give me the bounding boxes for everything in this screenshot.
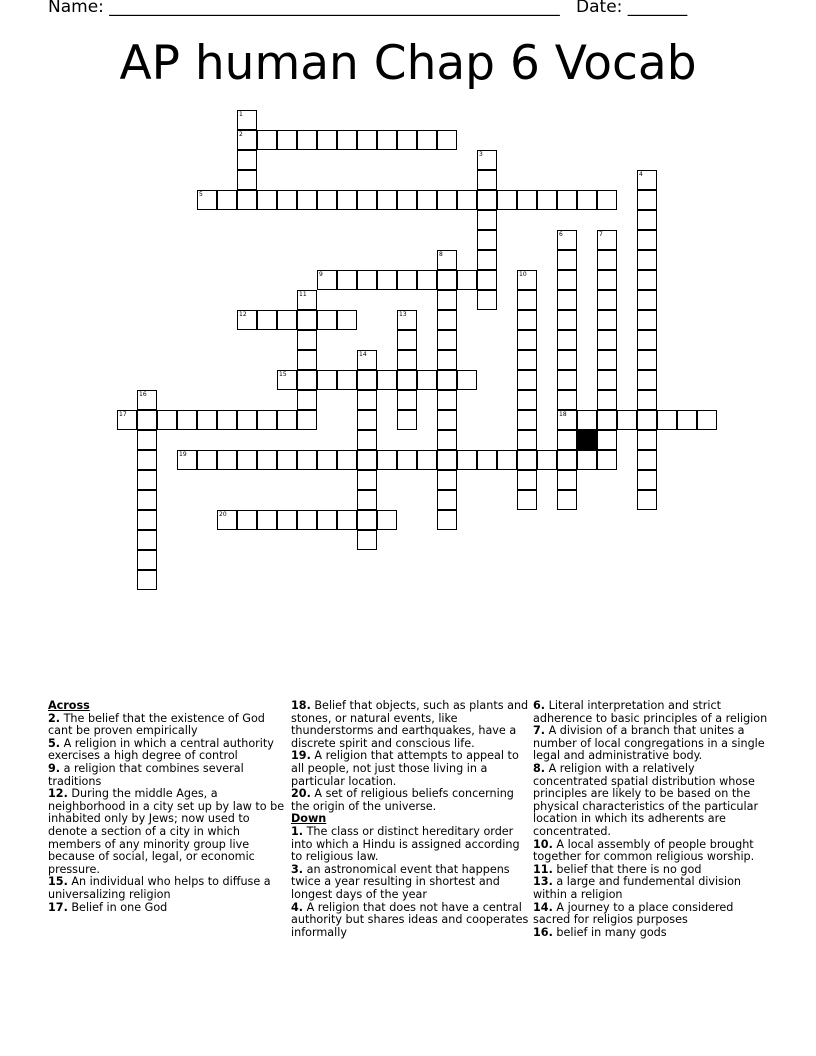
grid-cell[interactable] — [437, 430, 457, 450]
grid-cell[interactable] — [557, 390, 577, 410]
clue-item — [48, 902, 286, 915]
across-heading: Across — [48, 699, 90, 712]
grid-cell[interactable] — [297, 510, 317, 530]
grid-cell[interactable] — [197, 450, 217, 470]
clue-item-text: An individual who helps to diffuse a universalizing religion — [48, 875, 271, 901]
grid-cell[interactable] — [417, 370, 437, 390]
grid-cell[interactable] — [397, 450, 417, 470]
clue-item-text: Belief in one God — [67, 900, 168, 914]
grid-cell[interactable] — [597, 370, 617, 390]
clue-item-number: 12. — [48, 787, 68, 801]
grid-cell[interactable] — [277, 130, 297, 150]
clue-item-number: 8. — [533, 761, 546, 775]
grid-cell[interactable] — [117, 410, 137, 430]
clue-item-number: 3. — [291, 862, 304, 876]
grid-cell[interactable] — [377, 510, 397, 530]
grid-cell[interactable] — [237, 190, 257, 210]
name-label: Name: — [48, 0, 104, 17]
clue-item-number: 11. — [533, 862, 553, 876]
grid-cell[interactable] — [317, 370, 337, 390]
clue-item-text: a religion that combines several traditions — [48, 761, 244, 788]
grid-cell[interactable] — [437, 450, 457, 470]
grid-cell[interactable] — [357, 450, 377, 470]
grid-cell[interactable] — [477, 270, 497, 290]
clue-item — [48, 763, 286, 788]
grid-cell[interactable] — [377, 190, 397, 210]
grid-cell[interactable] — [557, 350, 577, 370]
clue-number: 14 — [359, 351, 367, 358]
clue-item-text: The belief that the existence of God cant be proven empirically — [48, 711, 265, 738]
down-clue-list-continued — [533, 700, 771, 939]
grid-cell[interactable] — [437, 510, 457, 530]
grid-cell[interactable] — [237, 110, 257, 130]
grid-cell[interactable] — [517, 490, 537, 510]
grid-cell[interactable] — [377, 130, 397, 150]
date-blank[interactable]: _______ — [627, 0, 688, 17]
grid-cell[interactable] — [557, 270, 577, 290]
grid-cell[interactable] — [277, 310, 297, 330]
clue-item-text: A religion that attempts to appeal to all people, not just those living in a particular location. — [291, 749, 519, 788]
grid-cell[interactable] — [297, 290, 317, 310]
clue-item-number: 16. — [533, 925, 553, 939]
grid-cell[interactable] — [437, 310, 457, 330]
clue-number: 4 — [639, 171, 643, 178]
grid-cell[interactable] — [377, 270, 397, 290]
grid-cell[interactable] — [197, 410, 217, 430]
clue-item-text: During the middle Ages, a neighborhood in a city set up by law to be inhabited only by Jews; now used to denote a section of a city in which members of any minority group live because of social, legal, or economic pressure. — [48, 787, 285, 876]
grid-cell[interactable] — [297, 190, 317, 210]
clue-item-text: A division of a branch that unites a number of local congregations in a single legal and administrative body. — [533, 724, 765, 763]
grid-cell[interactable] — [597, 250, 617, 270]
clue-number: 20 — [219, 511, 227, 518]
grid-cell[interactable] — [137, 450, 157, 470]
grid-cell[interactable] — [357, 130, 377, 150]
grid-cell[interactable] — [297, 390, 317, 410]
grid-cell[interactable] — [437, 370, 457, 390]
grid-cell[interactable] — [237, 310, 257, 330]
grid-cell[interactable] — [357, 470, 377, 490]
grid-cell[interactable] — [597, 410, 617, 430]
clue-item-text: Belief that objects, such as plants and stones, or natural events, like thunderstorms and earthquakes, have a discrete spirit and conscious life. — [291, 699, 529, 750]
grid-cell[interactable] — [537, 190, 557, 210]
grid-cell[interactable] — [377, 370, 397, 390]
grid-cell[interactable] — [357, 270, 377, 290]
clue-item-number: 20. — [291, 787, 311, 801]
grid-cell[interactable] — [617, 410, 637, 430]
grid-cell[interactable] — [557, 190, 577, 210]
grid-cell[interactable] — [237, 130, 257, 150]
grid-cell[interactable] — [397, 390, 417, 410]
across-clue-list-continued — [291, 700, 529, 813]
date-label: Date: — [576, 0, 623, 17]
clue-item-text: Literal interpretation and strict adherence to basic principles of a religion — [533, 699, 768, 725]
grid-cell[interactable] — [537, 450, 557, 470]
grid-cell[interactable] — [317, 310, 337, 330]
grid-cell[interactable] — [517, 310, 537, 330]
clue-item-number: 1. — [291, 824, 304, 838]
grid-cell[interactable] — [517, 330, 537, 350]
grid-cell[interactable] — [517, 270, 537, 290]
clue-item-number: 2. — [48, 711, 61, 725]
grid-cell[interactable] — [217, 190, 237, 210]
grid-cell[interactable] — [577, 450, 597, 470]
grid-cell[interactable] — [517, 370, 537, 390]
page-title: AP human Chap 6 Vocab — [119, 36, 697, 91]
grid-cell[interactable] — [557, 310, 577, 330]
clue-item-number: 13. — [533, 875, 553, 889]
grid-cell[interactable] — [437, 490, 457, 510]
down-clue-list — [291, 826, 529, 939]
grid-cell[interactable] — [557, 470, 577, 490]
grid-cell[interactable] — [297, 310, 317, 330]
grid-cell[interactable] — [517, 290, 537, 310]
grid-cell[interactable] — [437, 410, 457, 430]
grid-cell[interactable] — [357, 350, 377, 370]
grid-cell[interactable] — [597, 290, 617, 310]
grid-cell[interactable] — [177, 450, 197, 470]
clue-item-text: A religion in which a central authority exercises a high degree of control — [48, 736, 274, 763]
grid-cell[interactable] — [297, 370, 317, 390]
clue-item — [291, 750, 529, 788]
clue-item — [291, 788, 529, 813]
grid-cell[interactable] — [637, 250, 657, 270]
grid-cell[interactable] — [637, 270, 657, 290]
grid-cell[interactable] — [437, 270, 457, 290]
grid-cell[interactable] — [557, 450, 577, 470]
clue-number: 11 — [299, 291, 307, 298]
grid-cell[interactable] — [597, 310, 617, 330]
grid-cell[interactable] — [137, 510, 157, 530]
name-blank[interactable]: _____________________________________________________ — [109, 0, 560, 17]
grid-cell[interactable] — [597, 230, 617, 250]
grid-cell[interactable] — [397, 330, 417, 350]
grid-cell[interactable] — [517, 430, 537, 450]
grid-cell[interactable] — [297, 330, 317, 350]
clue-item-text: a large and fundemental division within a religion — [533, 875, 741, 901]
grid-cell[interactable] — [577, 410, 597, 430]
grid-cell[interactable] — [337, 310, 357, 330]
clue-item — [533, 763, 771, 839]
grid-cell[interactable] — [457, 190, 477, 210]
grid-cell[interactable] — [237, 450, 257, 470]
grid-cell[interactable] — [257, 310, 277, 330]
grid-cell[interactable] — [137, 470, 157, 490]
grid-cell[interactable] — [477, 170, 497, 190]
grid-cell[interactable] — [557, 430, 577, 450]
clues-column-2 — [291, 700, 529, 939]
grid-cell[interactable] — [317, 190, 337, 210]
clues-column-1 — [48, 700, 286, 914]
grid-cell[interactable] — [397, 370, 417, 390]
grid-cell[interactable] — [317, 450, 337, 470]
grid-cell[interactable] — [497, 450, 517, 470]
grid-cell[interactable] — [477, 150, 497, 170]
clue-item — [533, 927, 771, 940]
clue-item — [533, 902, 771, 927]
grid-cell[interactable] — [437, 470, 457, 490]
grid-cell[interactable] — [597, 390, 617, 410]
grid-cell[interactable] — [597, 190, 617, 210]
clue-item-number: 5. — [48, 736, 61, 750]
clue-number: 18 — [559, 411, 567, 418]
clue-item-number: 10. — [533, 837, 553, 851]
clue-number: 6 — [559, 231, 563, 238]
clue-number: 17 — [119, 411, 127, 418]
grid-cell[interactable] — [237, 510, 257, 530]
clue-item — [48, 713, 286, 738]
clue-number: 5 — [199, 191, 203, 198]
grid-cell[interactable] — [337, 190, 357, 210]
grid-cell[interactable] — [457, 270, 477, 290]
clues-column-3 — [533, 700, 771, 939]
grid-cell[interactable] — [457, 370, 477, 390]
grid-cell[interactable] — [637, 330, 657, 350]
grid-cell[interactable] — [217, 510, 237, 530]
grid-cell[interactable] — [517, 450, 537, 470]
grid-cell[interactable] — [317, 510, 337, 530]
clue-item — [291, 826, 529, 864]
grid-cell[interactable] — [337, 270, 357, 290]
grid-cell[interactable] — [317, 270, 337, 290]
grid-cell[interactable] — [317, 130, 337, 150]
clue-number: 19 — [179, 451, 187, 458]
grid-cell[interactable] — [477, 210, 497, 230]
grid-cell[interactable] — [477, 190, 497, 210]
grid-cell[interactable] — [437, 250, 457, 270]
grid-cell[interactable] — [477, 230, 497, 250]
grid-cell[interactable] — [697, 410, 717, 430]
grid-cell[interactable] — [637, 310, 657, 330]
grid-cell[interactable] — [637, 210, 657, 230]
grid-cell[interactable] — [437, 330, 457, 350]
grid-cell[interactable] — [437, 290, 457, 310]
clue-number: 12 — [239, 311, 247, 318]
clue-item — [48, 738, 286, 763]
grid-cell[interactable] — [337, 130, 357, 150]
clue-number: 7 — [599, 231, 603, 238]
clue-item-number: 15. — [48, 875, 68, 889]
grid-cell[interactable] — [217, 450, 237, 470]
grid-cell[interactable] — [677, 410, 697, 430]
clue-item-number: 17. — [48, 900, 68, 914]
grid-cell[interactable] — [257, 450, 277, 470]
grid-cell[interactable] — [357, 490, 377, 510]
clue-item-number: 14. — [533, 900, 553, 914]
grid-cell[interactable] — [637, 490, 657, 510]
grid-cell[interactable] — [637, 470, 657, 490]
grid-cell[interactable] — [437, 390, 457, 410]
grid-cell[interactable] — [357, 410, 377, 430]
clue-item — [533, 725, 771, 763]
clue-item — [533, 839, 771, 864]
grid-cell[interactable] — [517, 470, 537, 490]
clue-item-text: A religion that does not have a central authority but shares ideas and cooperates informally — [291, 900, 529, 939]
grid-cell[interactable] — [557, 290, 577, 310]
grid-cell[interactable] — [137, 490, 157, 510]
clue-number: 3 — [479, 151, 483, 158]
grid-cell[interactable] — [417, 130, 437, 150]
across-clue-list — [48, 713, 286, 915]
clue-item-text: an astronomical event that happens twice a year resulting in shortest and longest days of the year — [291, 862, 510, 901]
clue-item-number: 9. — [48, 761, 61, 775]
clue-item-number: 6. — [533, 699, 546, 712]
grid-cell[interactable] — [397, 410, 417, 430]
clue-number: 1 — [239, 111, 243, 118]
grid-cell[interactable] — [137, 530, 157, 550]
grid-cell[interactable] — [437, 190, 457, 210]
grid-cell[interactable] — [297, 130, 317, 150]
grid-cell[interactable] — [257, 410, 277, 430]
grid-cell[interactable] — [137, 390, 157, 410]
clue-item-number: 19. — [291, 749, 311, 763]
grid-cell[interactable] — [397, 190, 417, 210]
grid-cell[interactable] — [637, 350, 657, 370]
grid-cell[interactable] — [477, 450, 497, 470]
grid-cell[interactable] — [357, 370, 377, 390]
grid-cell[interactable] — [357, 530, 377, 550]
grid-cell[interactable] — [277, 410, 297, 430]
clue-item-text: belief in many gods — [552, 925, 667, 939]
grid-cell[interactable] — [517, 190, 537, 210]
grid-cell[interactable] — [297, 450, 317, 470]
grid-cell[interactable] — [637, 170, 657, 190]
clue-number: 8 — [439, 251, 443, 258]
grid-cell[interactable] — [457, 450, 477, 470]
grid-cell[interactable] — [577, 190, 597, 210]
grid-cell[interactable] — [417, 450, 437, 470]
grid-cell-blocked — [577, 430, 597, 450]
grid-cell[interactable] — [557, 370, 577, 390]
grid-cell[interactable] — [437, 130, 457, 150]
grid-cell[interactable] — [557, 490, 577, 510]
clue-item — [48, 788, 286, 876]
grid-cell[interactable] — [557, 330, 577, 350]
clue-number: 15 — [279, 371, 287, 378]
grid-cell[interactable] — [297, 410, 317, 430]
clue-item-number: 7. — [533, 724, 546, 738]
grid-cell[interactable] — [397, 270, 417, 290]
grid-cell[interactable] — [597, 330, 617, 350]
grid-cell[interactable] — [337, 370, 357, 390]
down-heading: Down — [291, 812, 327, 826]
grid-cell[interactable] — [137, 430, 157, 450]
grid-cell[interactable] — [557, 410, 577, 430]
clue-item — [291, 902, 529, 940]
grid-cell[interactable] — [357, 430, 377, 450]
grid-cell[interactable] — [137, 570, 157, 590]
grid-cell[interactable] — [417, 270, 437, 290]
clue-item-number: 18. — [291, 699, 311, 712]
clue-number: 13 — [399, 311, 407, 318]
grid-cell[interactable] — [157, 410, 177, 430]
clue-number: 10 — [519, 271, 527, 278]
grid-cell[interactable] — [637, 190, 657, 210]
clue-number: 16 — [139, 391, 147, 398]
grid-cell[interactable] — [257, 190, 277, 210]
grid-cell[interactable] — [477, 250, 497, 270]
grid-cell[interactable] — [637, 290, 657, 310]
clue-number: 2 — [239, 131, 243, 138]
clue-item-text: A religion with a relatively concentrated spatial distribution whose principles are likely to be based on the physical characteristics of the particular location in which its adherents are concentrated. — [533, 761, 759, 838]
grid-cell[interactable] — [257, 510, 277, 530]
grid-cell[interactable] — [597, 350, 617, 370]
clue-item — [48, 876, 286, 901]
grid-cell[interactable] — [397, 130, 417, 150]
grid-cell[interactable] — [437, 350, 457, 370]
grid-cell[interactable] — [197, 190, 217, 210]
clue-item — [533, 700, 771, 725]
grid-cell[interactable] — [137, 550, 157, 570]
grid-cell[interactable] — [397, 310, 417, 330]
clue-item-text: A set of religious beliefs concerning the origin of the universe. — [291, 787, 514, 813]
grid-cell[interactable] — [277, 190, 297, 210]
grid-cell[interactable] — [557, 230, 577, 250]
grid-cell[interactable] — [257, 130, 277, 150]
grid-cell[interactable] — [497, 190, 517, 210]
clue-item-text: belief that there is no god — [552, 862, 702, 876]
grid-cell[interactable] — [417, 190, 437, 210]
grid-cell[interactable] — [357, 510, 377, 530]
grid-cell[interactable] — [377, 450, 397, 470]
clue-item-text: A journey to a place considered sacred for religios purposes — [533, 900, 734, 927]
grid-cell[interactable] — [637, 410, 657, 430]
grid-cell[interactable] — [477, 290, 497, 310]
grid-cell[interactable] — [597, 430, 617, 450]
grid-cell[interactable] — [277, 510, 297, 530]
grid-cell[interactable] — [597, 270, 617, 290]
grid-cell[interactable] — [337, 510, 357, 530]
grid-cell[interactable] — [637, 370, 657, 390]
grid-cell[interactable] — [277, 370, 297, 390]
grid-cell[interactable] — [637, 450, 657, 470]
grid-cell[interactable] — [517, 390, 537, 410]
grid-cell[interactable] — [237, 170, 257, 190]
grid-cell[interactable] — [557, 250, 577, 270]
grid-cell[interactable] — [137, 410, 157, 430]
grid-cell[interactable] — [637, 430, 657, 450]
clue-item — [291, 700, 529, 750]
clue-item-text: The class or distinct hereditary order into which a Hindu is assigned according to religious law. — [291, 824, 520, 864]
grid-cell[interactable] — [357, 390, 377, 410]
grid-cell[interactable] — [517, 410, 537, 430]
grid-cell[interactable] — [397, 350, 417, 370]
grid-cell[interactable] — [657, 410, 677, 430]
grid-cell[interactable] — [357, 190, 377, 210]
grid-cell[interactable] — [337, 450, 357, 470]
clue-number: 9 — [319, 271, 323, 278]
grid-cell[interactable] — [517, 350, 537, 370]
clue-item — [533, 876, 771, 901]
grid-cell[interactable] — [637, 230, 657, 250]
grid-cell[interactable] — [177, 410, 197, 430]
clue-item — [291, 864, 529, 902]
clue-item-text: A local assembly of people brought together for common religious worship. — [533, 837, 755, 864]
clue-item-number: 4. — [291, 900, 304, 914]
grid-cell[interactable] — [297, 350, 317, 370]
grid-cell[interactable] — [217, 410, 237, 430]
grid-cell[interactable] — [637, 390, 657, 410]
grid-cell[interactable] — [597, 450, 617, 470]
grid-cell[interactable] — [277, 450, 297, 470]
grid-cell[interactable] — [237, 150, 257, 170]
grid-cell[interactable] — [237, 410, 257, 430]
